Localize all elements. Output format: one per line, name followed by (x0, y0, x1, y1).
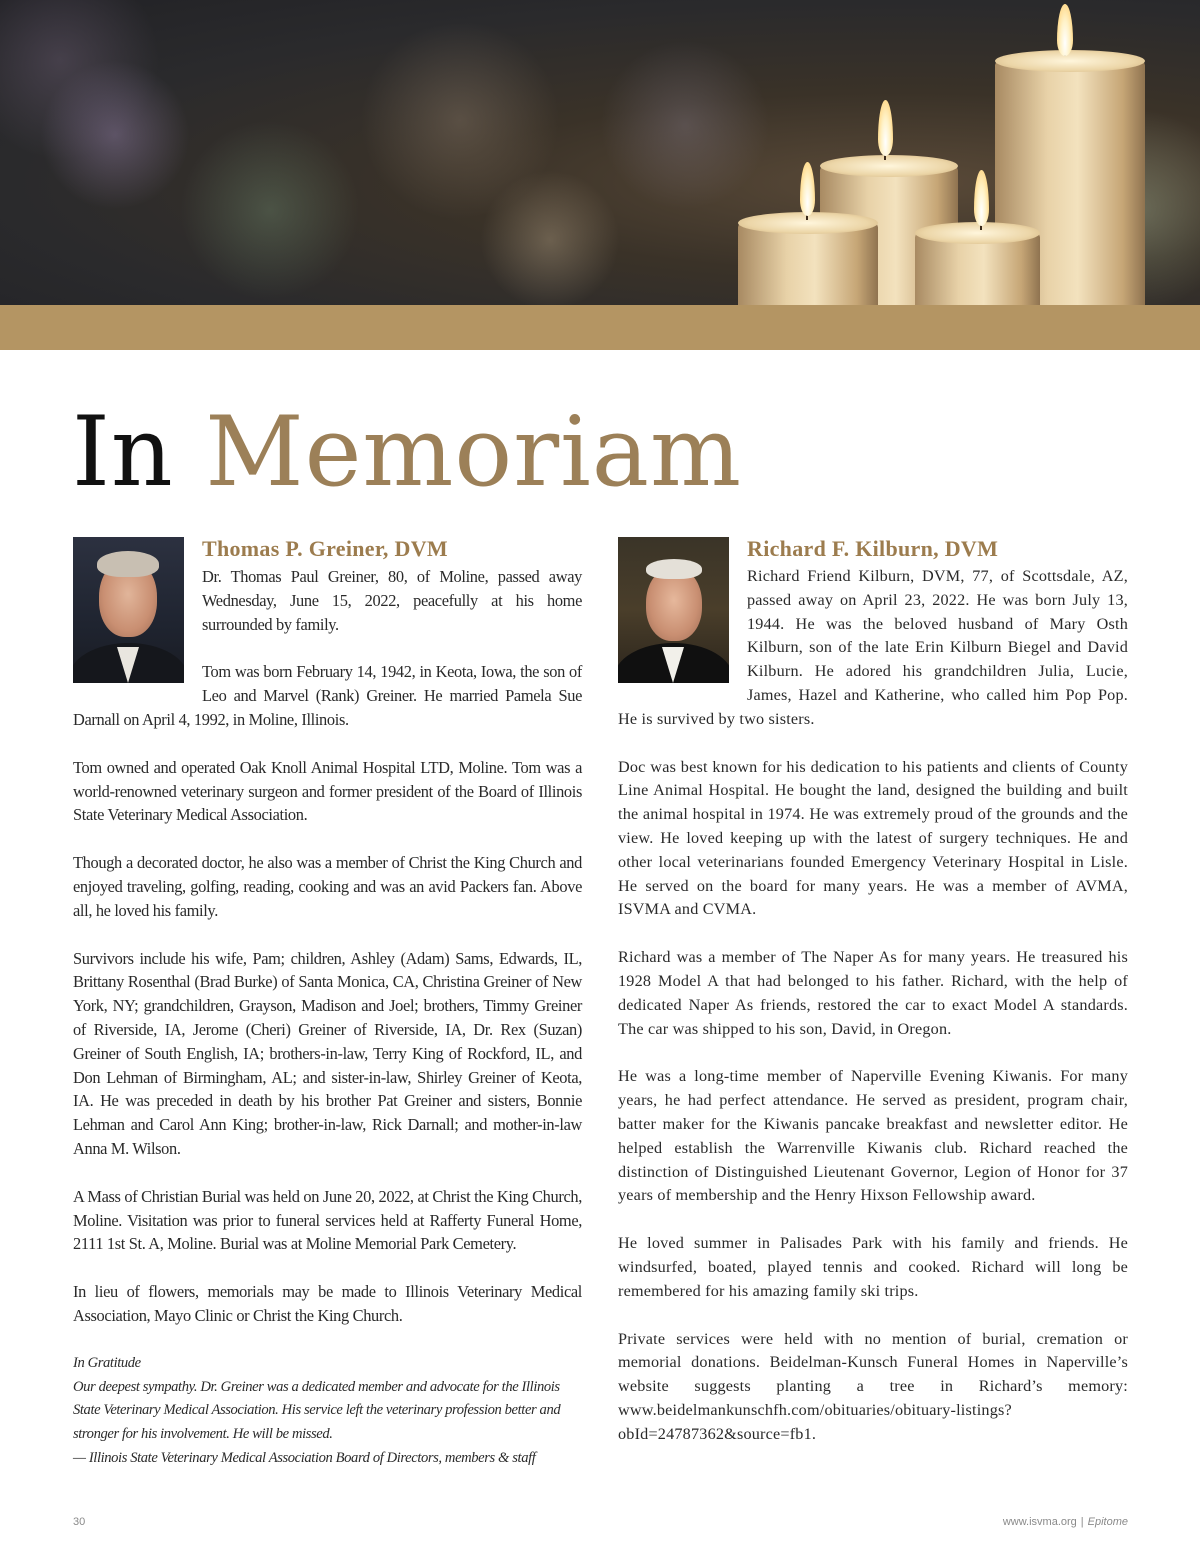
obituary-paragraph: He loved summer in Palisades Park with his family and friends. He windsurfed, boated, played tennis and cooked. Richard will long be remembered for his amazing family ski trips. (618, 1234, 1128, 1300)
footer-site-link[interactable]: www.isvma.org (1002, 1516, 1077, 1528)
candle-banner (0, 0, 1200, 305)
candle-left (738, 222, 878, 305)
gratitude-note (73, 1352, 582, 1471)
obituary-greiner (73, 535, 582, 1471)
flame-icon (800, 162, 815, 216)
obituary-paragraph: A Mass of Christian Burial was held on June 20, 2022, at Christ the King Church, Moline. Visitation was prior to funeral services held at Rafferty Funeral Home, 2111 1st St. A, Moline. Burial was at Moline Memorial Park Cemetery. (73, 1186, 582, 1254)
page-title (72, 382, 742, 522)
title-word-in: In (72, 396, 174, 508)
footer-publication (1003, 1516, 1128, 1528)
obituary-name: Thomas P. Greiner, DVM (202, 536, 448, 561)
portrait-photo-greiner (73, 537, 184, 683)
obituary-paragraph: He was a long-time member of Naperville Evening Kiwanis. For many years, he had perfect attendance. He served as president, program chair, batter maker for the Kiwanis pancake breakfast and newsletter editor. He helped establish the Warrenville Kiwanis club. Richard reached the distinction of Distinguished Lieutenant Governor, Legion of Honor for 37 years of membership and the Henry Hixson Fellowship award. (618, 1067, 1128, 1205)
obituary-paragraph: Though a decorated doctor, he also was a member of Christ the King Church and enjoyed traveling, golfing, reading, cooking and was an avid Packers fan. Above all, he loved his family. (73, 853, 582, 920)
footer-separator: | (1080, 1516, 1084, 1528)
gratitude-body: Our deepest sympathy. Dr. Greiner was a dedicated member and advocate for the Illinois State Veterinary Medical Association. His service left the veterinary profession better and stronger for his involvement. He will be missed. (73, 1378, 561, 1443)
flame-icon (878, 100, 893, 156)
candle-small (915, 232, 1040, 305)
gold-band (0, 305, 1200, 350)
obituary-kilburn (618, 535, 1128, 1471)
obituary-paragraph: Richard Friend Kilburn, DVM, 77, of Scottsdale, AZ, passed away on April 23, 2022. He was born July 13, 1944. He was the beloved husband of Mary Osth Kilburn, son of the late Erin Kilburn Biegel and David Kilburn. He adored his grandchildren Julia, Lucie, James, Hazel and Katherine, who called him Pop Pop. He is survived by two sisters. (618, 567, 1128, 728)
obituary-paragraph: Richard was a member of The Naper As for many years. He treasured his 1928 Model A that had belonged to his father. Richard, with the help of dedicated Naper As friends, restored the car to exact Model A standards. The car was shipped to his son, David, in Oregon. (618, 948, 1128, 1038)
flame-icon (1057, 4, 1073, 56)
obituary-paragraph: Dr. Thomas Paul Greiner, 80, of Moline, passed away Wednesday, June 15, 2022, peacefully at his home surrounded by family. (202, 567, 582, 634)
page-number: 30 (73, 1516, 86, 1528)
obituary-paragraph: Tom was born February 14, 1942, in Keota, Iowa, the son of Leo and Marvel (Rank) Greiner. He married Pamela Sue Darnall on April 4, 1992, in Moline, Illinois. (73, 662, 582, 729)
obituary-name: Richard F. Kilburn, DVM (747, 536, 999, 561)
obituary-paragraph: Tom owned and operated Oak Knoll Animal Hospital LTD, Moline. Tom was a world-renowned veterinary surgeon and former president of the Board of Illinois State Veterinary Medical Association. (73, 757, 582, 825)
obituary-paragraph: Survivors include his wife, Pam; children, Ashley (Adam) Sams, Edwards, IL, Brittany Rosenthal (Brad Burke) of Santa Monica, CA, Christina Greiner of New York, NY; grandchildren, Grayson, Madison and Joel; brothers, Timmy Greiner of Riverside, IA, Jerome (Cheri) Greiner of Riverside, IA, Dr. Rex (Suzan) Greiner of South English, IA; brothers-in-law, Terry King of Rockford, IL, and Don Lehman of Birmingham, AL; and sister-in-law, Shirley Greiner of Keota, IA. He was preceded in death by his brother Pat Greiner and sisters, Bonnie Lehman and Carol Ann King; brother-in-law, Rick Darnall; and mother-in-law Anna M. Wilson. (73, 948, 582, 1158)
portrait-photo-kilburn (618, 537, 729, 683)
gratitude-heading: In Gratitude (73, 1354, 141, 1371)
gratitude-signature: — Illinois State Veterinary Medical Association Board of Directors, members & staff (73, 1449, 536, 1466)
obituary-paragraph: In lieu of flowers, memorials may be made to Illinois Veterinary Medical Association, Mayo Clinic or Christ the King Church. (73, 1282, 582, 1325)
obituary-paragraph: Doc was best known for his dedication to his patients and clients of County Line Animal Hospital. He bought the land, designed the building and built the animal hospital in 1974. He was extremely proud of the grounds and the view. He loved keeping up with the latest of surgery techniques. He and other local veterinarians founded Emergency Veterinary Hospital in Lisle. He served on the board for many years. He was a member of AVMA, ISVMA and CVMA. (618, 757, 1128, 919)
title-word-memoriam: Memoriam (205, 396, 743, 508)
obituary-paragraph: Private services were held with no mention of burial, cremation or memorial donations. Beidelman-Kunsch Funeral Homes in Naperville’s website suggests planting a tree in Richard’s memory: www.beidelmankunschfh.com/obituaries/obituary-listings?obId=24787362&source=fb1. (618, 1329, 1128, 1443)
footer-publication-name: Epitome (1087, 1516, 1128, 1528)
flame-icon (974, 170, 989, 226)
